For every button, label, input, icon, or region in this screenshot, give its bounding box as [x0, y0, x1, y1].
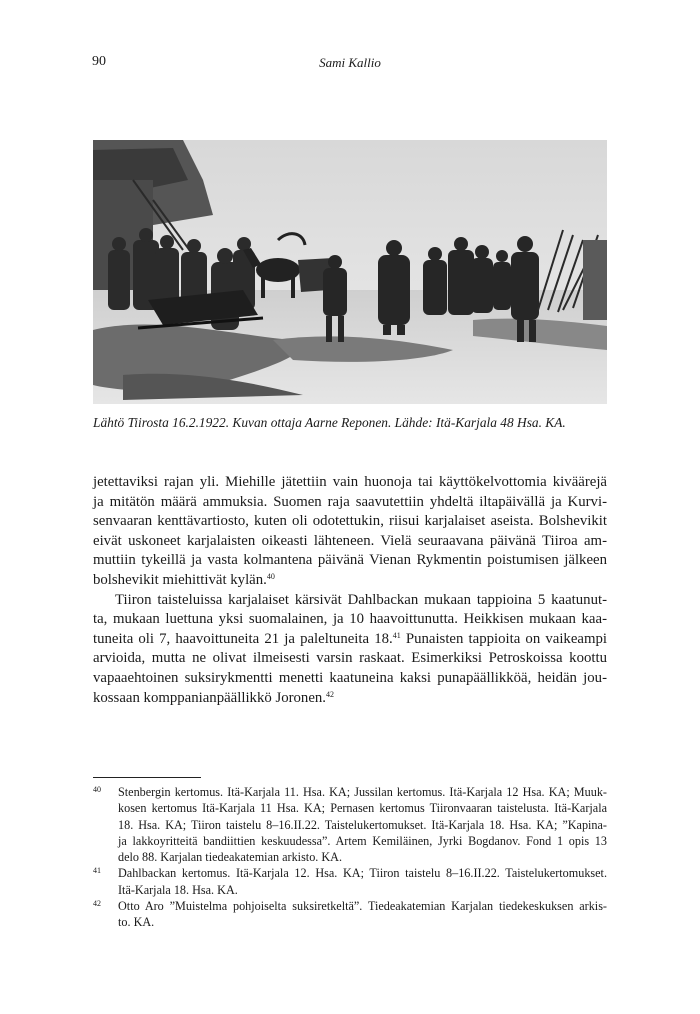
text-fragment: bolshevikit miehittivät kylän. [93, 571, 267, 588]
text-line [93, 630, 607, 650]
footnotes [93, 784, 607, 931]
text-line: jetettaviksi rajan yli. Miehille jätettiin vain huonoja tai käyttökelvottomia kiväärejä [93, 474, 607, 490]
text-fragment: tuneita oli 7, haavoittuneita 21 ja paleltuneita 18. [93, 630, 393, 647]
text-line: ta, mukaan luettuna yksi suomalainen, ja 10 haavoittunutta. Heikkisen mukaan kaa- [93, 611, 607, 628]
footnote-number: 41 [93, 866, 101, 876]
text-line: eivät uskoneet karjalaisten oikeasti lähteneen. Vielä seuraavana päivänä Tiiroa am- [93, 532, 607, 549]
footnote-line: Otto Aro ”Muistelma pohjoiselta suksiretkeltä”. Tiedeakatemian Karjalan tiedekeskuksen arkis- [118, 899, 607, 914]
body-text [93, 473, 607, 708]
page-number: 90 [92, 54, 106, 69]
text-line [93, 689, 607, 709]
footnote-40 [93, 784, 607, 865]
footnote-line: ja lakkoyritteitä bandiittien keskuudessa”. Artem Kemiläinen, Jyrki Bogdanov. Fond 1 opis 13 [118, 833, 607, 848]
text-line: arvioida, mutta ne olivat ilmeisesti varsin raskaat. Esimerkiksi Petroskoissa koottu [93, 650, 607, 667]
text-line: ja mitätön määrä ammuksia. Suomen raja saavutettiin yhdeltä iltapäivällä ja Kurvi- [93, 493, 607, 510]
footnote-42 [93, 898, 607, 931]
footnote-line: delo 88. Karjalan tiedeakatemian arkisto. KA. [118, 850, 343, 865]
text-fragment: Punaisten tappioita on vaikeampi [400, 630, 607, 647]
footnote-line: Dahlbackan kertomus. Itä-Karjala 12. Hsa. KA; Tiiron taistelu 8–16.II.22. Taistelukertomukset. [118, 866, 607, 881]
footnote-line: Stenbergin kertomus. Itä-Karjala 11. Hsa. KA; Jussilan kertomus. Itä-Karjala 12 Hsa. KA; Muuk- [118, 785, 607, 799]
text-line [93, 571, 607, 591]
footnote-line: to. KA. [118, 915, 155, 930]
text-line: muttiin tykeillä ja vasta kolmantena päivänä Vienan Rykmentin poistumisen jälkeen [93, 552, 607, 569]
text-line: Tiiron taisteluissa karjalaiset kärsivät Dahlbackan mukaan tappioina 5 kaatunut- [115, 591, 607, 608]
footnote-ref: 42 [326, 689, 335, 699]
footnote-ref: 40 [266, 571, 275, 581]
historical-photo [93, 140, 607, 404]
footnote-number: 40 [93, 785, 101, 794]
footnote-line: Itä-Karjala 18. Hsa. KA. [118, 882, 238, 897]
footnote-41 [93, 865, 607, 898]
text-line: senvaaran kenttävartiosto, kuten oli odotettukin, riisui karjalaiset aseista. Bolshevikit [93, 513, 607, 530]
text-fragment: kossaan komppanianpäällikkö Joronen. [93, 689, 327, 706]
running-head: Sami Kallio [319, 55, 381, 70]
footnote-rule [93, 777, 201, 778]
footnote-number: 42 [93, 899, 101, 909]
figure-caption: Lähtö Tiirosta 16.2.1922. Kuvan ottaja Aarne Reponen. Lähde: Itä-Karjala 48 Hsa. KA. [93, 415, 566, 430]
footnote-line: 18. Hsa. KA; Tiiron taistelu 8–16.II.22. Taistelukertomukset. Itä-Karjala 18. Hsa. KA; ”Kapina- [118, 817, 607, 832]
footnote-ref: 41 [392, 630, 401, 640]
text-line: vapaaehtoinen suksirykmentti menetti kaatuneina kaksi punapäällikköä, heidän jou- [93, 669, 607, 686]
footnote-line: kosen kertomus Itä-Karjala 11 Hsa. KA; Pernasen kertomus Tiironvaaran taistelusta. Itä-Karjala [118, 801, 607, 816]
